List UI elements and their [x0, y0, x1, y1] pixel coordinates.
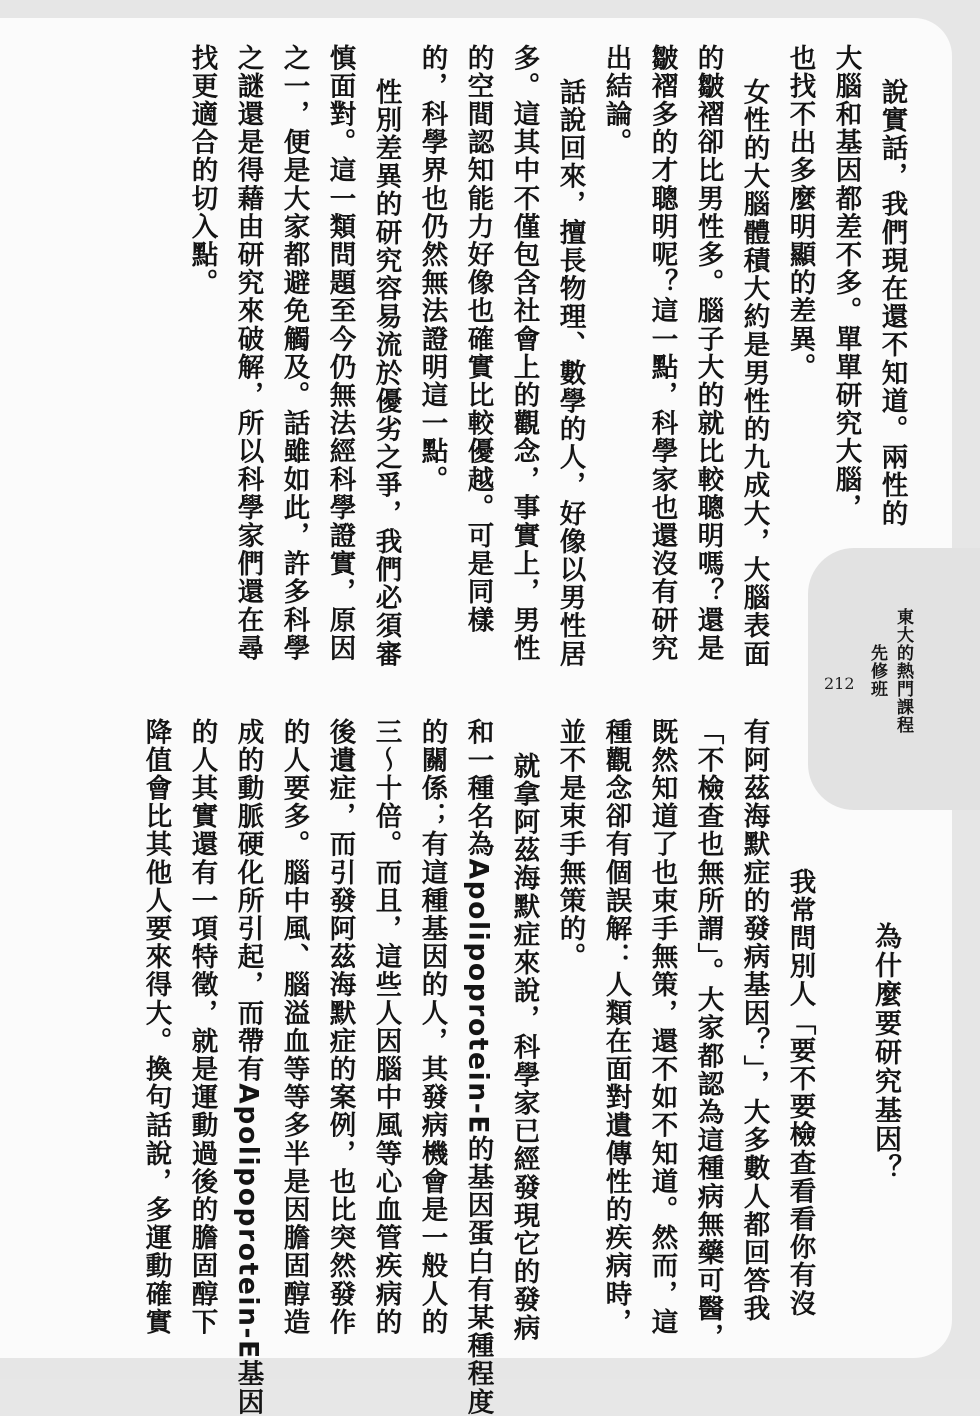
upper-line-4: 女性的大腦體積大約是男性的九成大，大腦表面 [738, 78, 770, 669]
lower-line-10: 三～十倍。而且，這些人因腦中風等心血管疾病的 [370, 718, 402, 1337]
upper-line-3: 也找不出多麼明顯的差異。 [784, 44, 816, 382]
upper-line-7: 出結論。 [600, 44, 632, 157]
upper-line-2: 大腦和基因都差不多。單單研究大腦， [830, 44, 862, 522]
upper-line-10: 的空間認知能力好像也確實比較優越。可是同樣 [462, 44, 494, 635]
running-head-title-line1: 東大的熱門課程 [893, 608, 913, 734]
upper-line-15: 之謎還是得藉由研究來破解，所以科學家們還在尋 [232, 44, 264, 663]
upper-line-12: 性別差異的研究容易流於優劣之爭，我們必須審 [370, 78, 402, 669]
lower-line-7: 就拿阿茲海默症來說，科學家已經發現它的發病 [508, 752, 540, 1343]
lower-line-15: 降值會比其他人要來得大。換句話說，多運動確實 [140, 718, 172, 1337]
lower-line-6: 並不是束手無策的。 [554, 718, 586, 971]
upper-line-5: 的皺褶卻比男性多。腦子大的就比較聰明嗎？還是 [692, 44, 724, 663]
lower-line-2: 有阿茲海默症的發病基因？」，大多數人都回答我 [738, 718, 770, 1323]
page-number: 212 [824, 674, 855, 693]
lower-line-8: 和一種名為Apolipoprotein-E的基因蛋白有某種程度 [462, 718, 494, 1416]
running-head-title-line2: 先修班 [867, 644, 887, 698]
upper-line-14: 之一，便是大家都避免觸及。話雖如此，許多科學 [278, 44, 310, 663]
lower-line-4: 既然知道了也束手無策，還不如不知道。然而，這 [646, 718, 678, 1337]
upper-line-16: 找更適合的切入點。 [186, 44, 218, 297]
upper-line-6: 皺褶多的才聰明呢？這一點，科學家也還沒有研究 [646, 44, 678, 663]
section-heading: 為什麼要研究基因？ [870, 922, 901, 1183]
lower-line-12: 的人要多。腦中風、腦溢血等等多半是因膽固醇造 [278, 718, 310, 1337]
upper-line-11: 的，科學界也仍然無法證明這一點。 [416, 44, 448, 494]
lower-line-3: 「不檢查也無所謂」。大家都認為這種病無藥可醫， [692, 718, 724, 1352]
upper-line-8: 話說回來，擅長物理、數學的人，好像以男性居 [554, 78, 586, 669]
lower-line-5: 種觀念卻有個誤解：人類在面對遺傳性的疾病時， [600, 718, 632, 1337]
lower-line-14: 的人其實還有一項特徵，就是運動過後的膽固醇下 [186, 718, 218, 1337]
upper-line-1: 說實話，我們現在還不知道。兩性的 [876, 78, 908, 528]
lower-line-13: 成的動脈硬化所引起，而帶有Apolipoprotein-E基因 [232, 718, 264, 1416]
lower-line-11: 後遺症，而引發阿茲海默症的案例，也比突然發作 [324, 718, 356, 1337]
lower-line-9: 的關係；有這種基因的人，其發病機會是一般人的 [416, 718, 448, 1337]
upper-line-13: 慎面對。這一類問題至今仍無法經科學證實，原因 [324, 44, 356, 663]
lower-line-1: 我常問別人「要不要檢查看看你有沒 [784, 868, 816, 1318]
upper-line-9: 多。這其中不僅包含社會上的觀念，事實上，男性 [508, 44, 540, 663]
